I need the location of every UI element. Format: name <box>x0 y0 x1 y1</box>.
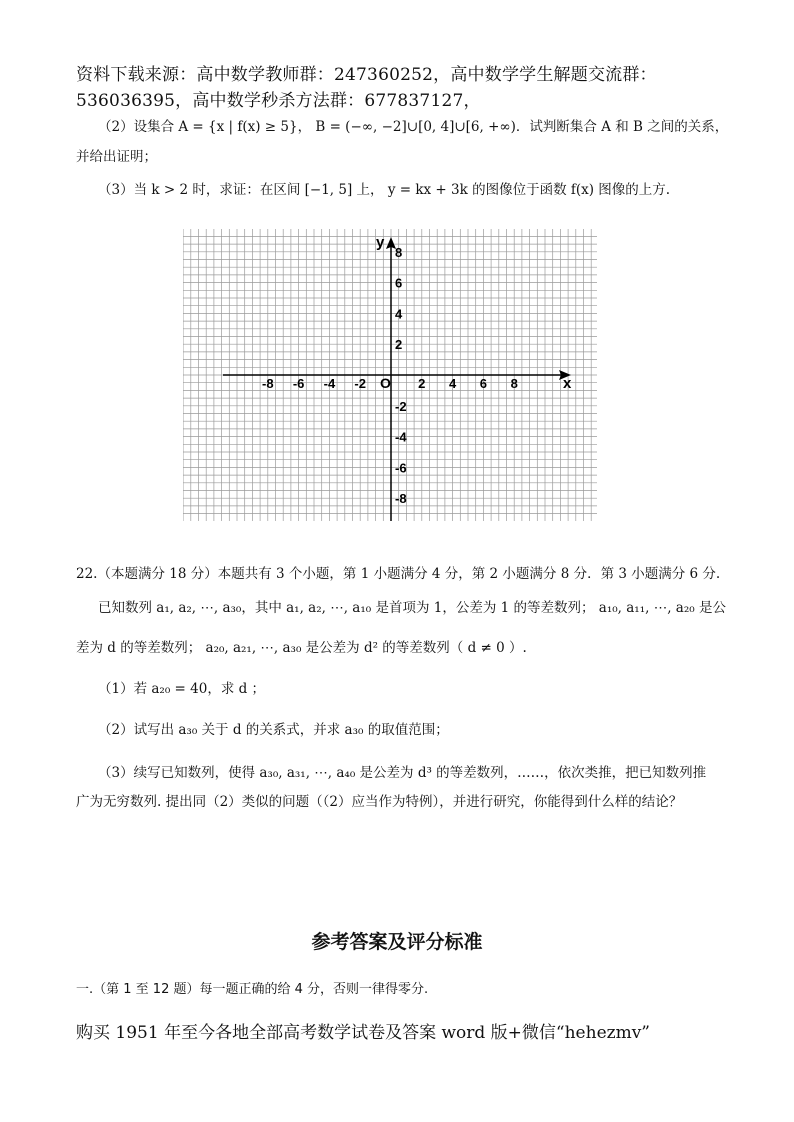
y-axis-label: y <box>376 234 385 251</box>
y-tick-label: -6 <box>395 460 407 476</box>
q22-intro-line1: 已知数列 a₁, a₂, ⋯, a₃₀，其中 a₁, a₂, ⋯, a₁₀ 是首项为 1，公差为 1 的等差数列； a₁₀, a₁₁, ⋯, a₂₀ 是公 <box>98 600 726 616</box>
footer-note: 购买 1951 年至今各地全部高考数学试卷及答案 word 版+微信“hehezmv” <box>76 1023 650 1043</box>
y-tick-label: -4 <box>395 429 407 445</box>
q21-part3: （3）当 k > 2 时，求证：在区间 [−1, 5] 上， y = kx + 3k 的图像位于函数 f(x) 图像的上方. <box>98 182 671 198</box>
q22-part3-line2: 广为无穷数列. 提出同（2）类似的问题（（2）应当作为特例），并进行研究，你能得到什么样的结论？ <box>76 794 683 810</box>
y-tick-label: -2 <box>395 398 407 414</box>
answers-title: 参考答案及评分标准 <box>311 931 483 953</box>
x-tick-label: -2 <box>354 376 366 391</box>
coordinate-grid <box>183 229 597 521</box>
q21-part2: （2）设集合 A = {x | f(x) ≥ 5}， B = (−∞, −2]∪[0, 4]∪[6, +∞)．试判断集合 A 和 B 之间的关系， <box>98 119 729 135</box>
y-tick-label: 6 <box>395 275 403 291</box>
q22-heading: 22.（本题满分 18 分）本题共有 3 个小题，第 1 小题满分 4 分，第 2 小题满分 8 分．第 3 小题满分 6 分. <box>76 566 721 582</box>
source-line-2: 536036395，高中数学秒杀方法群：677837127， <box>76 91 481 111</box>
q22-part1: （1）若 a₂₀ = 40，求 d ； <box>98 681 266 697</box>
q21-part2-continued: 并给出证明； <box>76 149 157 165</box>
x-tick-label: 4 <box>448 376 457 391</box>
x-tick-label: 6 <box>479 376 488 391</box>
answers-section-1: 一.（第 1 至 12 题）每一题正确的给 4 分，否则一律得零分. <box>76 982 429 997</box>
q22-part3-line1: （3）续写已知数列，使得 a₃₀, a₃₁, ⋯, a₄₀ 是公差为 d³ 的等差数列，……，依次类推，把已知数列推 <box>98 765 707 781</box>
q22-part2: （2）试写出 a₃₀ 关于 d 的关系式，并求 a₃₀ 的取值范围； <box>98 722 449 738</box>
source-line-1: 资料下载来源：高中数学教师群：247360252，高中数学学生解题交流群： <box>76 65 657 85</box>
x-tick-label: -8 <box>262 376 274 391</box>
x-tick-label: -4 <box>323 376 336 391</box>
x-tick-label: 8 <box>510 376 518 391</box>
x-tick-label: 2 <box>418 376 426 391</box>
x-tick-label: -6 <box>292 376 305 391</box>
y-tick-label: 2 <box>395 337 403 353</box>
q22-intro-line2: 差为 d 的等差数列； a₂₀, a₂₁, ⋯, a₃₀ 是公差为 d² 的等差数列（ d ≠ 0 ）. <box>76 640 527 656</box>
y-tick-label: 8 <box>395 244 403 260</box>
y-tick-label: -8 <box>395 491 407 507</box>
x-axis-label: x <box>563 375 572 392</box>
origin-label: O <box>380 375 391 391</box>
y-tick-label: 4 <box>395 306 403 322</box>
